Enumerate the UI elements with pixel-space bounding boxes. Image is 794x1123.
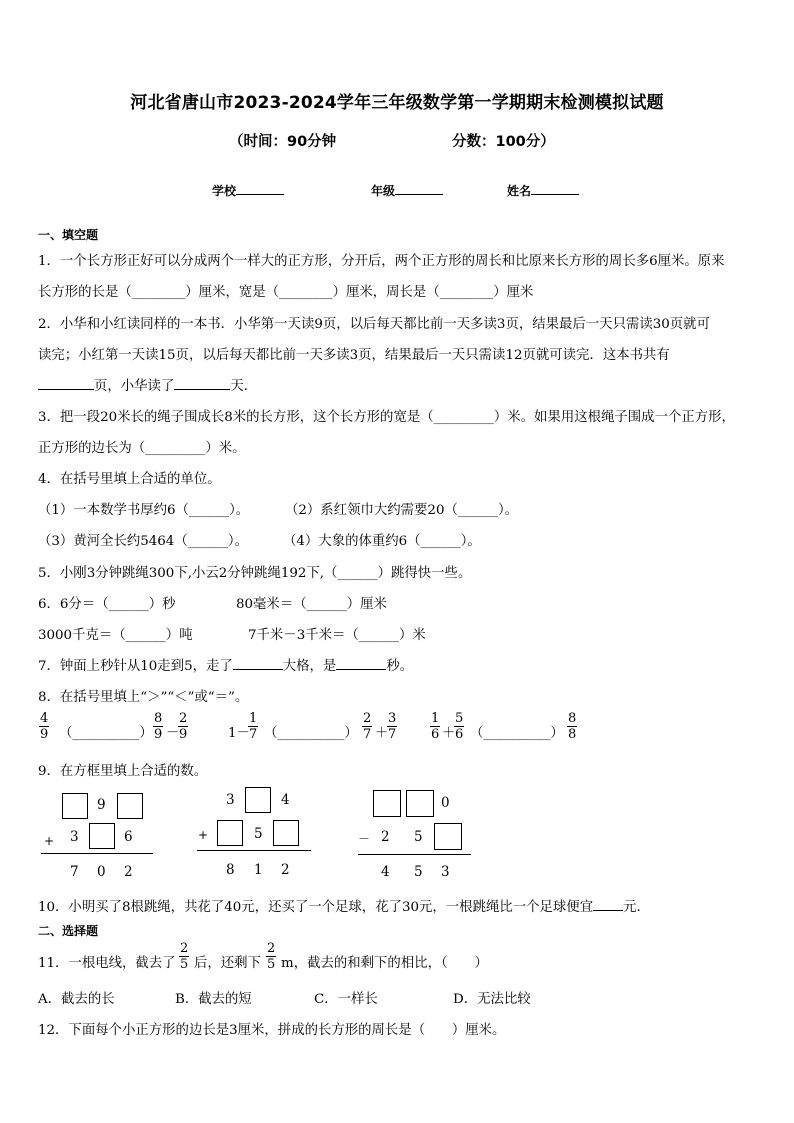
q8-paren-2[interactable]: （__________）: [264, 726, 358, 741]
school-blank[interactable]: [236, 181, 284, 195]
q10-blank[interactable]: [593, 897, 623, 911]
q9-p1-top-mid: 9: [97, 797, 106, 813]
q9-p2-box-mid-left[interactable]: [217, 820, 243, 846]
q5: 5．小刚3分钟跳绳300下,小云2分钟跳绳192下,（______）跳得快一些。: [38, 566, 472, 581]
q2-blank-days[interactable]: [174, 376, 230, 390]
q10: [38, 896, 650, 915]
q8-paren-1[interactable]: （__________）: [59, 726, 153, 741]
q8-frac-4-9: 4 9: [40, 711, 49, 742]
q9-p2-r1: 8: [226, 862, 235, 878]
q6-item-b: 80毫米＝（______）厘米: [236, 597, 387, 612]
q8-one-minus: 1－: [228, 726, 250, 741]
q11-text-a: 11．一根电线，截去了: [38, 956, 176, 971]
q9-p3-b2: 5: [414, 829, 423, 845]
grade-field: [371, 181, 443, 199]
q2-text-b: 天．: [230, 379, 258, 394]
q9-p2-top-left: 3: [226, 792, 235, 808]
q8-frac-3-7: 3 7: [388, 711, 397, 742]
q2-line3: [38, 375, 257, 394]
q4-item-2: （2）系红领巾大约需要20（______）。: [285, 503, 519, 518]
q11-option-d[interactable]: D．无法比较: [453, 992, 531, 1007]
q9-p3-box-mid-right[interactable]: [434, 823, 462, 850]
q2-blank-pages[interactable]: [38, 376, 94, 390]
q11-text-b: 后，还剩下: [194, 956, 261, 971]
q6-item-d: 7千米－3千米＝（______）米: [248, 628, 426, 643]
q8-frac-5-6: 5 6: [455, 711, 464, 742]
q11-frac-b: 2 5: [267, 941, 276, 972]
q4-stem: 4．在括号里填上合适的单位。: [38, 472, 221, 487]
q9-p2-top-right: 4: [281, 792, 290, 808]
grade-blank[interactable]: [395, 181, 443, 195]
q11-option-a[interactable]: A．截去的长: [38, 992, 115, 1007]
q9-p2-box-top-mid[interactable]: [245, 787, 271, 813]
q6-item-c: 3000千克＝（______）吨: [38, 628, 193, 643]
school-label: 学校: [212, 184, 237, 198]
section-heading-fill: 一、填空题: [38, 228, 99, 242]
q8-frac-2-7: 2 7: [363, 711, 372, 742]
q8-minus: －: [166, 726, 180, 741]
q8-stem: 8．在括号里填上“＞”“＜”或“＝”。: [38, 690, 249, 705]
section-heading-choice: 二、选择题: [38, 924, 99, 938]
q8-frac-1-6: 1 6: [431, 711, 440, 742]
q9-p3-op: －: [358, 832, 371, 846]
q9-p1-box-mid[interactable]: [89, 823, 115, 849]
exam-score: 分数：100分）: [452, 134, 555, 150]
name-field: [507, 181, 579, 199]
q9-p3-line: [358, 854, 471, 855]
q1-line2: 长方形的长是（________）厘米，宽是（________）厘米，周长是（________）厘米: [38, 285, 534, 300]
q9-p3-top-right: 0: [441, 795, 450, 811]
q9-p2-r2: 1: [254, 862, 263, 878]
q11-frac-a: 2 5: [180, 941, 189, 972]
q9-p3-r2: 5: [414, 864, 423, 880]
q7-blank-2[interactable]: [336, 656, 386, 670]
q9-p1-box-top-left[interactable]: [62, 793, 88, 819]
q9-p1-r2: 0: [97, 864, 106, 880]
q10-text-a: 10．小明买了8根跳绳，共花了40元，还买了一个足球，花了30元，一根跳绳比一个足球便宜: [38, 900, 594, 915]
q9-p1-op: +: [44, 834, 55, 848]
q9-p1-r3: 2: [124, 864, 133, 880]
q11-option-b[interactable]: B．截去的短: [175, 992, 252, 1007]
q2-line1: 2．小华和小红读同样的一本书．小华第一天读9页，以后每天都比前一天多读3页，结果最后一天只需读30页就可: [38, 317, 710, 332]
q12: 12．下面每个小正方形的边长是3厘米，拼成的长方形的周长是（ ）厘米。: [38, 1023, 506, 1038]
q9-p3-b1: 2: [381, 829, 390, 845]
q1-line1: 1．一个长方形正好可以分成两个一样大的正方形，分开后，两个正方形的周长和比原来长方形的周长多6厘米。原来: [38, 254, 725, 269]
q8-frac-8-9: 8 9: [154, 711, 163, 742]
q9-p3-box-top-left[interactable]: [373, 790, 401, 817]
q7: [38, 655, 413, 674]
q9-p1-b3: 6: [124, 829, 133, 845]
school-field: [212, 181, 284, 199]
q8-paren-3[interactable]: （__________）: [470, 726, 564, 741]
grade-label: 年级: [371, 184, 396, 198]
q7-text-b: 大格，是: [282, 659, 337, 674]
q11-text-c: m，截去的和剩下的相比，（ ）: [281, 956, 488, 971]
q6-item-a: 6．6分＝（______）秒: [38, 597, 176, 612]
q9-p2-b-mid: 5: [254, 826, 263, 842]
name-label: 姓名: [507, 184, 532, 198]
q4-item-1: （1）一本数学书厚约6（______）。: [38, 503, 250, 518]
q9-p3-r1: 4: [381, 864, 390, 880]
q4-item-4: （4）大象的体重约6（______）。: [283, 534, 481, 549]
q7-blank-1[interactable]: [233, 656, 283, 670]
q8-frac-2-9: 2 9: [179, 711, 188, 742]
q11-option-c[interactable]: C．一样长: [314, 992, 378, 1007]
exam-time: （时间：90分钟: [229, 134, 337, 150]
page-title: 河北省唐山市2023-2024学年三年级数学第一学期期末检测模拟试题: [130, 93, 664, 113]
q8-plus-1: ＋: [375, 726, 389, 741]
q3-line2: 正方形的边长为（_________）米。: [38, 441, 246, 456]
q8-frac-1-7: 1 7: [249, 711, 258, 742]
q7-text-a: 7．钟面上秒针从10走到5，走了: [38, 659, 233, 674]
q8-frac-8-8: 8 8: [568, 711, 577, 742]
q2-line2: 读完；小红第一天读15页，以后每天都比前一天多读3页，结果最后一天只需读12页就可读完．这本书共有: [38, 348, 670, 363]
q9-p1-box-top-right[interactable]: [117, 793, 143, 819]
q9-p3-box-top-mid[interactable]: [406, 790, 434, 817]
q9-p2-line: [197, 850, 311, 851]
q7-text-c: 秒。: [386, 659, 414, 674]
name-blank[interactable]: [531, 181, 579, 195]
q3-line1: 3．把一段20米长的绳子围成长8米的长方形，这个长方形的宽是（_________）米。如果用这根绳子围成一个正方形，: [38, 410, 735, 425]
q10-text-b: 元．: [623, 900, 650, 915]
q9-stem: 9．在方框里填上合适的数。: [38, 764, 208, 779]
q9-p3-r3: 3: [441, 864, 450, 880]
q9-p1-b1: 3: [70, 829, 79, 845]
q9-p2-r3: 2: [281, 862, 290, 878]
q9-p1-r1: 7: [70, 864, 79, 880]
q8-plus-2: ＋: [442, 726, 456, 741]
q4-item-3: （3）黄河全长约5464（______）。: [38, 534, 248, 549]
q9-p1-line: [41, 853, 153, 854]
q2-text-a: 页，小华读了: [94, 379, 175, 394]
q9-p2-op: +: [198, 828, 209, 842]
q9-p2-box-mid-right[interactable]: [273, 820, 299, 846]
